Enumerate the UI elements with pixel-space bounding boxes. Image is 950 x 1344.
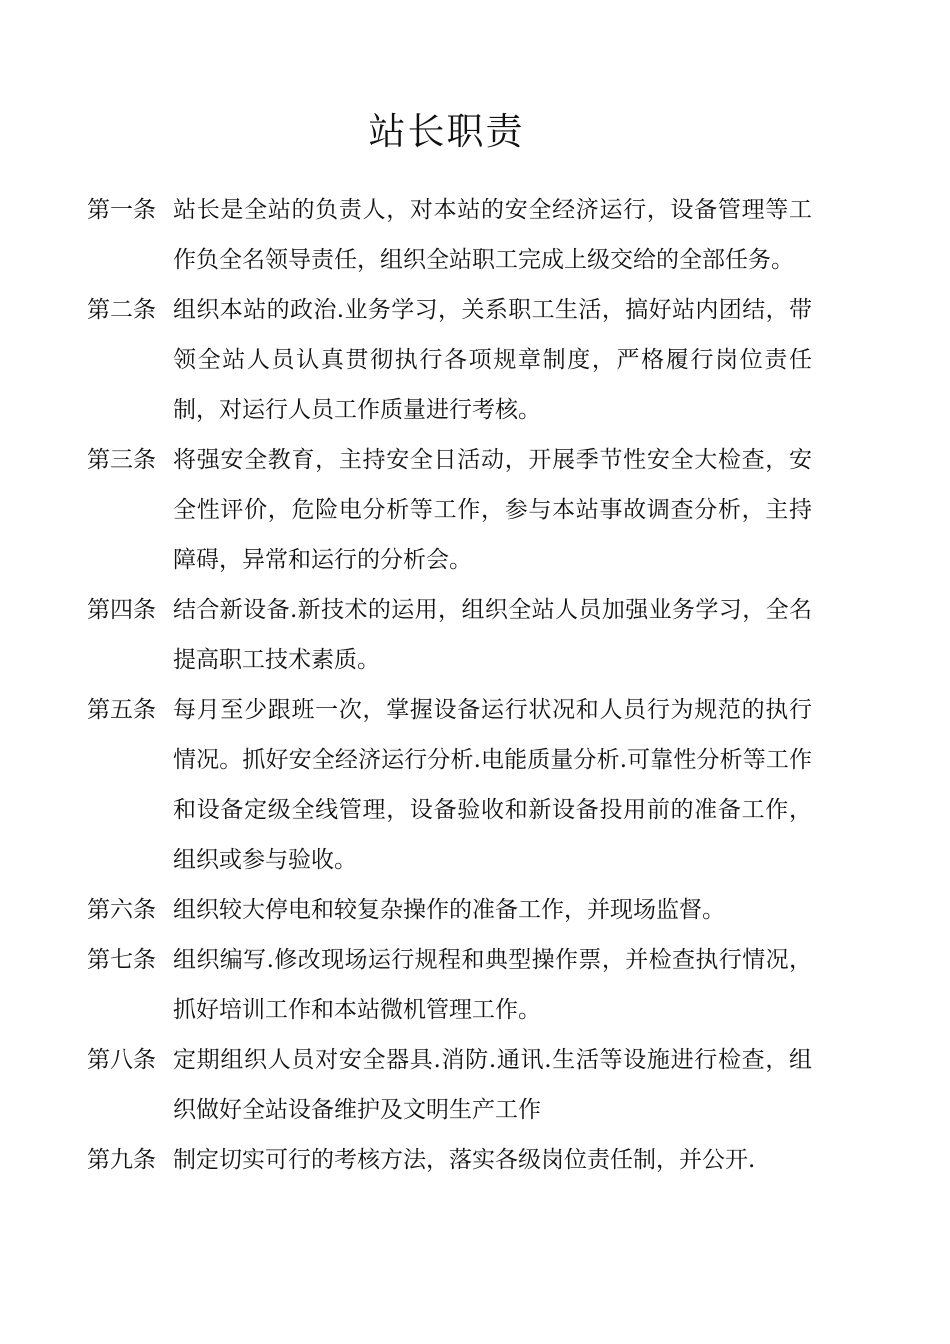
document-title: 站长职责	[368, 110, 525, 153]
article-list	[87, 185, 812, 1185]
article-7	[87, 935, 812, 1035]
article-text: 每月至少跟班一次，掌握设备运行状况和人员行为规范的执行情况。抓好安全经济运行分析.电能质量分析.可靠性分析等工作和设备定级全线管理，设备验收和新设备投用前的准备工作，组织或参与验收。	[173, 697, 812, 873]
article-text: 组织较大停电和较复杂操作的准备工作，并现场监督。	[173, 897, 725, 923]
article-text: 结合新设备.新技术的运用，组织全站人员加强业务学习，全名提高职工技术素质。	[173, 597, 812, 673]
article-4	[87, 585, 812, 685]
article-label: 第三条	[87, 447, 156, 473]
article-text: 组织本站的政治.业务学习，关系职工生活，搞好站内团结，带领全站人员认真贯彻执行各项规章制度，严格履行岗位责任制，对运行人员工作质量进行考核。	[173, 297, 812, 423]
article-6	[87, 885, 812, 935]
article-label: 第四条	[87, 597, 156, 623]
article-2	[87, 285, 812, 435]
article-label: 第二条	[87, 297, 156, 323]
article-label: 第七条	[87, 947, 156, 973]
article-label: 第一条	[87, 197, 156, 223]
article-text: 将强安全教育，主持安全日活动，开展季节性安全大检查，安全性评价，危险电分析等工作，参与本站事故调查分析，主持障碍，异常和运行的分析会。	[173, 447, 812, 573]
article-8	[87, 1035, 812, 1135]
article-text: 组织编写.修改现场运行规程和典型操作票，并检查执行情况，抓好培训工作和本站微机管理工作。	[173, 947, 812, 1023]
article-label: 第五条	[87, 697, 156, 723]
article-label: 第八条	[87, 1047, 156, 1073]
article-label: 第六条	[87, 897, 156, 923]
article-3	[87, 435, 812, 585]
article-1	[87, 185, 812, 285]
article-text: 站长是全站的负责人，对本站的安全经济运行，设备管理等工作负全名领导责任，组织全站职工完成上级交给的全部任务。	[173, 197, 812, 273]
article-text: 制定切实可行的考核方法，落实各级岗位责任制，并公开.	[173, 1147, 756, 1173]
article-5	[87, 685, 812, 885]
article-label: 第九条	[87, 1147, 156, 1173]
article-text: 定期组织人员对安全器具.消防.通讯.生活等设施进行检查，组织做好全站设备维护及文明生产工作	[173, 1047, 812, 1123]
article-9	[87, 1135, 812, 1185]
